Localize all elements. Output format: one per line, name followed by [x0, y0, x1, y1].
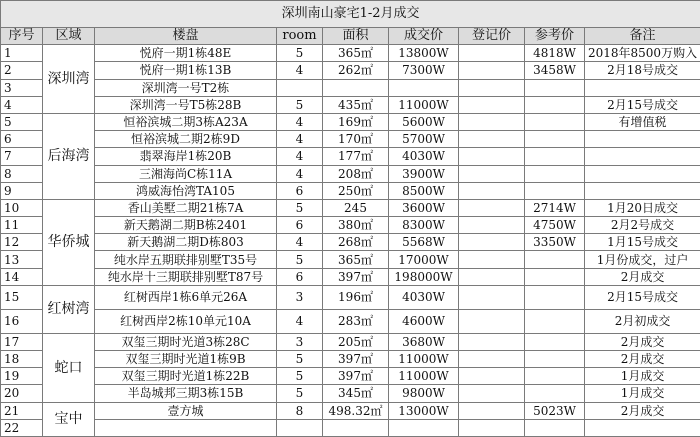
cell-estate: 悦府一期1栋48E [95, 45, 277, 62]
cell-estate: 香山美墅二期21栋7A [95, 199, 277, 216]
cell-reg-price [459, 402, 525, 419]
cell-area: 380㎡ [323, 217, 389, 234]
header-note: 备注 [585, 28, 700, 45]
cell-room: 5 [277, 96, 323, 113]
cell-seq: 9 [1, 182, 43, 199]
cell-reg-price [459, 309, 525, 333]
cell-reg-price [459, 199, 525, 216]
cell-area: 205㎡ [323, 333, 389, 350]
cell-seq: 14 [1, 268, 43, 285]
cell-estate: 双玺三期时光道1栋22B [95, 368, 277, 385]
cell-price: 11000W [389, 368, 459, 385]
cell-ref-price [525, 309, 585, 333]
cell-room: 5 [277, 351, 323, 368]
cell-reg-price [459, 79, 525, 96]
cell-ref-price [525, 113, 585, 130]
cell-room: 3 [277, 333, 323, 350]
header-seq: 序号 [1, 28, 43, 45]
cell-note: 2月初成交 [585, 309, 700, 333]
cell-area: 208㎡ [323, 165, 389, 182]
cell-price: 17000W [389, 251, 459, 268]
header-district: 区域 [43, 28, 95, 45]
cell-ref-price [525, 96, 585, 113]
cell-estate: 新天鹅湖二期D栋803 [95, 234, 277, 251]
table-row [1, 333, 700, 350]
cell-estate: 纯水岸十三期联排别墅T87号 [95, 268, 277, 285]
cell-seq: 15 [1, 285, 43, 309]
cell-estate: 翡翠海岸1栋20B [95, 148, 277, 165]
table-row [1, 79, 700, 96]
cell-seq: 1 [1, 45, 43, 62]
cell-room: 5 [277, 45, 323, 62]
cell-area: 196㎡ [323, 285, 389, 309]
cell-seq: 22 [1, 419, 43, 436]
cell-ref-price [525, 165, 585, 182]
header-row [1, 28, 700, 45]
cell-ref-price: 5023W [525, 402, 585, 419]
cell-room: 4 [277, 113, 323, 130]
cell-room: 5 [277, 368, 323, 385]
cell-seq: 10 [1, 199, 43, 216]
cell-reg-price [459, 165, 525, 182]
cell-reg-price [459, 217, 525, 234]
cell-area: 170㎡ [323, 131, 389, 148]
table-row [1, 62, 700, 79]
cell-price: 3680W [389, 333, 459, 350]
cell-price: 13000W [389, 402, 459, 419]
cell-seq: 16 [1, 309, 43, 333]
table-row [1, 131, 700, 148]
cell-reg-price [459, 113, 525, 130]
cell-area: 169㎡ [323, 113, 389, 130]
cell-estate: 双玺三期时光道3栋28C [95, 333, 277, 350]
cell-area: 498.32㎡ [323, 402, 389, 419]
header-area: 面积 [323, 28, 389, 45]
table-row [1, 199, 700, 216]
cell-price: 4030W [389, 285, 459, 309]
table-row [1, 234, 700, 251]
cell-note: 1月成交 [585, 368, 700, 385]
cell-ref-price [525, 268, 585, 285]
cell-reg-price [459, 45, 525, 62]
cell-district: 宝中 [43, 402, 95, 436]
cell-estate: 深圳湾一号T5栋28B [95, 96, 277, 113]
cell-seq: 17 [1, 333, 43, 350]
header-estate: 楼盘 [95, 28, 277, 45]
cell-note [585, 165, 700, 182]
cell-ref-price: 3350W [525, 234, 585, 251]
table-row [1, 309, 700, 333]
cell-note [585, 148, 700, 165]
cell-reg-price [459, 96, 525, 113]
cell-estate: 红树西岸2栋10单元10A [95, 309, 277, 333]
cell-reg-price [459, 351, 525, 368]
cell-price: 11000W [389, 351, 459, 368]
cell-reg-price [459, 385, 525, 402]
cell-room: 4 [277, 131, 323, 148]
cell-area: 397㎡ [323, 268, 389, 285]
cell-price: 3600W [389, 199, 459, 216]
header-room: room [277, 28, 323, 45]
cell-area: 283㎡ [323, 309, 389, 333]
cell-room: 5 [277, 251, 323, 268]
cell-reg-price [459, 234, 525, 251]
cell-ref-price: 4818W [525, 45, 585, 62]
cell-note: 1月15号成交 [585, 234, 700, 251]
cell-estate: 纯水岸五期联排别墅T35号 [95, 251, 277, 268]
cell-ref-price [525, 333, 585, 350]
cell-seq: 6 [1, 131, 43, 148]
cell-note: 有增值税 [585, 113, 700, 130]
table-row [1, 251, 700, 268]
cell-seq: 11 [1, 217, 43, 234]
cell-room: 3 [277, 285, 323, 309]
title-row [1, 1, 700, 28]
cell-room: 4 [277, 234, 323, 251]
cell-price: 5600W [389, 113, 459, 130]
cell-reg-price [459, 182, 525, 199]
cell-estate: 新天鹅湖二期B栋2401 [95, 217, 277, 234]
cell-ref-price [525, 182, 585, 199]
cell-ref-price [525, 385, 585, 402]
table-row [1, 96, 700, 113]
cell-reg-price [459, 268, 525, 285]
cell-note: 2018年8500万购入 [585, 45, 700, 62]
cell-area: 397㎡ [323, 351, 389, 368]
cell-note: 2月成交 [585, 268, 700, 285]
cell-price: 8500W [389, 182, 459, 199]
cell-room: 4 [277, 148, 323, 165]
header-reg-price: 登记价 [459, 28, 525, 45]
cell-seq: 7 [1, 148, 43, 165]
table-title: 深圳南山豪宅1-2月成交 [1, 1, 700, 28]
table-row [1, 385, 700, 402]
cell-room: 5 [277, 199, 323, 216]
cell-price: 13800W [389, 45, 459, 62]
cell-district: 华侨城 [43, 199, 95, 285]
cell-seq: 20 [1, 385, 43, 402]
cell-estate: 深圳湾一号T2栋 [95, 79, 277, 96]
table-row [1, 113, 700, 130]
cell-seq: 3 [1, 79, 43, 96]
cell-area: 245 [323, 199, 389, 216]
header-ref-price: 参考价 [525, 28, 585, 45]
cell-reg-price [459, 62, 525, 79]
cell-estate: 三湘海尚C栋11A [95, 165, 277, 182]
cell-price [389, 79, 459, 96]
cell-seq: 21 [1, 402, 43, 419]
cell-note [585, 79, 700, 96]
cell-ref-price [525, 148, 585, 165]
cell-estate: 恒裕滨城二期3栋A23A [95, 113, 277, 130]
cell-district: 后海湾 [43, 113, 95, 199]
cell-estate: 红树西岸1栋6单元26A [95, 285, 277, 309]
cell-area: 262㎡ [323, 62, 389, 79]
cell-ref-price [525, 79, 585, 96]
cell-ref-price: 4750W [525, 217, 585, 234]
cell-estate: 壹方城 [95, 402, 277, 419]
cell-district: 蛇口 [43, 333, 95, 402]
cell-price: 9800W [389, 385, 459, 402]
cell-area: 365㎡ [323, 251, 389, 268]
table-row [1, 402, 700, 419]
cell-note: 1月20日成交 [585, 199, 700, 216]
cell-reg-price [459, 333, 525, 350]
cell-price: 4600W [389, 309, 459, 333]
cell-estate: 鸿威海怡湾TA105 [95, 182, 277, 199]
cell-note: 2月15号成交 [585, 96, 700, 113]
cell-estate: 半岛城邦三期3栋15B [95, 385, 277, 402]
cell-ref-price [525, 131, 585, 148]
cell-room: 5 [277, 385, 323, 402]
cell-room: 4 [277, 309, 323, 333]
cell-ref-price: 3458W [525, 62, 585, 79]
cell-reg-price [459, 251, 525, 268]
cell-price: 5700W [389, 131, 459, 148]
table-row [1, 368, 700, 385]
table-row [1, 165, 700, 182]
cell-note: 2月成交 [585, 351, 700, 368]
cell-seq: 5 [1, 113, 43, 130]
cell-ref-price: 2714W [525, 199, 585, 216]
cell-note [585, 182, 700, 199]
table-row [1, 268, 700, 285]
cell-area: 345㎡ [323, 385, 389, 402]
table-row [1, 182, 700, 199]
cell-note: 2月18号成交 [585, 62, 700, 79]
cell-note: 2月2号成交 [585, 217, 700, 234]
cell-area: 435㎡ [323, 96, 389, 113]
cell-note: 2月成交 [585, 333, 700, 350]
cell-room: 6 [277, 182, 323, 199]
cell-ref-price [525, 251, 585, 268]
cell-area: 268㎡ [323, 234, 389, 251]
cell-area [323, 79, 389, 96]
cell-seq: 12 [1, 234, 43, 251]
cell-note: 2月15号成交 [585, 285, 700, 309]
cell-price: 8300W [389, 217, 459, 234]
cell-price: 11000W [389, 96, 459, 113]
cell-room [277, 79, 323, 96]
cell-district: 红树湾 [43, 285, 95, 333]
cell-seq: 19 [1, 368, 43, 385]
table-row [1, 148, 700, 165]
cell-note [585, 131, 700, 148]
cell-seq: 2 [1, 62, 43, 79]
cell-note: 2月成交 [585, 402, 700, 419]
table-row [1, 45, 700, 62]
cell-estate: 悦府一期1栋13B [95, 62, 277, 79]
cell-reg-price [459, 368, 525, 385]
cell-area: 250㎡ [323, 182, 389, 199]
cell-seq: 18 [1, 351, 43, 368]
cell-price: 5568W [389, 234, 459, 251]
cell-room: 4 [277, 62, 323, 79]
cell-price: 7300W [389, 62, 459, 79]
table-row [1, 217, 700, 234]
cell-seq: 4 [1, 96, 43, 113]
table-row [1, 285, 700, 309]
cell-area: 177㎡ [323, 148, 389, 165]
cell-area: 365㎡ [323, 45, 389, 62]
cell-ref-price [525, 285, 585, 309]
cell-estate: 双玺三期时光道1栋9B [95, 351, 277, 368]
cell-ref-price [525, 351, 585, 368]
cell-reg-price [459, 285, 525, 309]
cell-district: 深圳湾 [43, 45, 95, 114]
cell-room: 8 [277, 402, 323, 419]
cell-estate: 恒裕滨城二期2栋9D [95, 131, 277, 148]
cell-room: 6 [277, 217, 323, 234]
cell-area: 397㎡ [323, 368, 389, 385]
table-row [1, 351, 700, 368]
cell-reg-price [459, 148, 525, 165]
cell-reg-price [459, 131, 525, 148]
cell-price: 4030W [389, 148, 459, 165]
cell-room: 4 [277, 165, 323, 182]
cell-note: 1月份成交，过户 [585, 251, 700, 268]
cell-price: 3900W [389, 165, 459, 182]
cell-seq: 13 [1, 251, 43, 268]
cell-seq: 8 [1, 165, 43, 182]
cell-room: 6 [277, 268, 323, 285]
header-price: 成交价 [389, 28, 459, 45]
cell-ref-price [525, 368, 585, 385]
cell-note: 1月成交 [585, 385, 700, 402]
cell-price: 198000W [389, 268, 459, 285]
